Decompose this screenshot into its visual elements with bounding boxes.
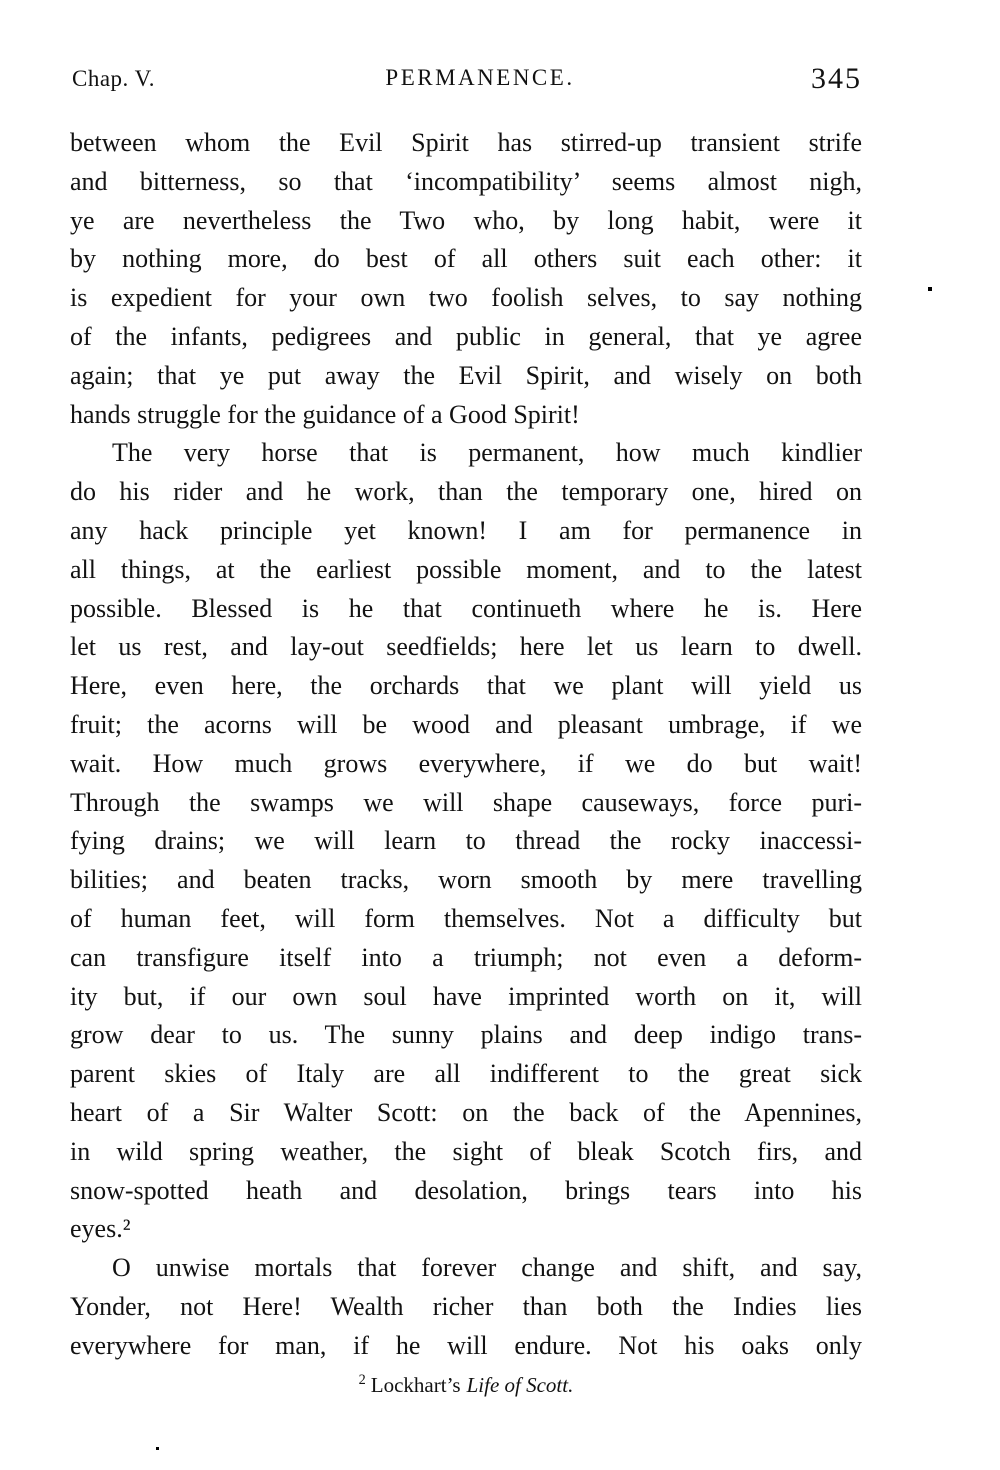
text-line: again; that ye put away the Evil Spirit, and wisely on both bbox=[70, 360, 862, 390]
running-title: PERMANENCE. bbox=[385, 65, 575, 90]
text-line: do his rider and he work, than the temporary one, hired on bbox=[70, 477, 862, 507]
text-line: by nothing more, do best of all others suit each other: it bbox=[70, 244, 862, 274]
footnote-marker: 2 bbox=[358, 1372, 366, 1388]
page-number: 345 bbox=[811, 62, 862, 95]
text-line: can transfigure itself into a triumph; not even a deform- bbox=[70, 942, 862, 972]
text-line: The very horse that is permanent, how much kindlier bbox=[112, 438, 862, 468]
text-line: Here, even here, the orchards that we plant will yield us bbox=[70, 671, 862, 701]
scan-speck bbox=[928, 287, 932, 291]
text-line: Yonder, not Here! Wealth richer than both the Indies lies bbox=[70, 1291, 862, 1321]
text-line: ity but, if our own soul have imprinted worth on it, will bbox=[70, 981, 862, 1011]
text-line: wait. How much grows everywhere, if we do but wait! bbox=[70, 748, 862, 778]
chapter-label: Chap. V. bbox=[72, 66, 156, 91]
footnote bbox=[70, 1372, 862, 1398]
text-line: all things, at the earliest possible moment, and to the latest bbox=[70, 554, 862, 584]
page-body bbox=[70, 124, 862, 1366]
text-line: grow dear to us. The sunny plains and deep indigo trans- bbox=[70, 1020, 862, 1050]
text-line: possible. Blessed is he that continueth where he is. Here bbox=[70, 593, 862, 623]
text-line: is expedient for your own two foolish selves, to say nothing bbox=[70, 283, 862, 313]
text-line: O unwise mortals that forever change and shift, and say, bbox=[112, 1253, 862, 1283]
footnote-text: Lockhart’s bbox=[370, 1373, 461, 1397]
text-line: bilities; and beaten tracks, worn smooth by mere travelling bbox=[70, 865, 862, 895]
text-line: ye are nevertheless the Two who, by long habit, were it bbox=[70, 205, 862, 235]
scan-speck bbox=[156, 1447, 159, 1450]
text-line: everywhere for man, if he will endure. Not his oaks only bbox=[70, 1330, 862, 1360]
text-line: between whom the Evil Spirit has stirred-up transient strife bbox=[70, 128, 862, 157]
text-line: fying drains; we will learn to thread the rocky inaccessi- bbox=[70, 826, 862, 856]
text-line: any hack principle yet known! I am for permanence in bbox=[70, 515, 862, 545]
text-line: of the infants, pedigrees and public in general, that ye agree bbox=[70, 321, 862, 351]
text-line: heart of a Sir Walter Scott: on the back of the Apennines, bbox=[70, 1097, 862, 1127]
text-line: eyes.² bbox=[70, 1214, 131, 1244]
text-line: Through the swamps we will shape causeways, force puri- bbox=[70, 787, 862, 817]
text-line: of human feet, will form themselves. Not a difficulty but bbox=[70, 903, 862, 933]
text-line: let us rest, and lay-out seedfields; here let us learn to dwell. bbox=[70, 632, 862, 662]
text-line: in wild spring weather, the sight of bleak Scotch firs, and bbox=[70, 1136, 862, 1166]
running-header bbox=[72, 62, 862, 96]
text-line: snow-spotted heath and desolation, brings tears into his bbox=[70, 1175, 862, 1205]
text-line: parent skies of Italy are all indifferent to the great sick bbox=[70, 1059, 862, 1089]
text-line: and bitterness, so that ‘incompatibility’ seems almost nigh, bbox=[70, 166, 862, 196]
footnote-work-title: Life of Scott. bbox=[466, 1373, 574, 1397]
text-line: hands struggle for the guidance of a Good Spirit! bbox=[70, 399, 580, 429]
text-line: fruit; the acorns will be wood and pleasant umbrage, if we bbox=[70, 709, 862, 739]
